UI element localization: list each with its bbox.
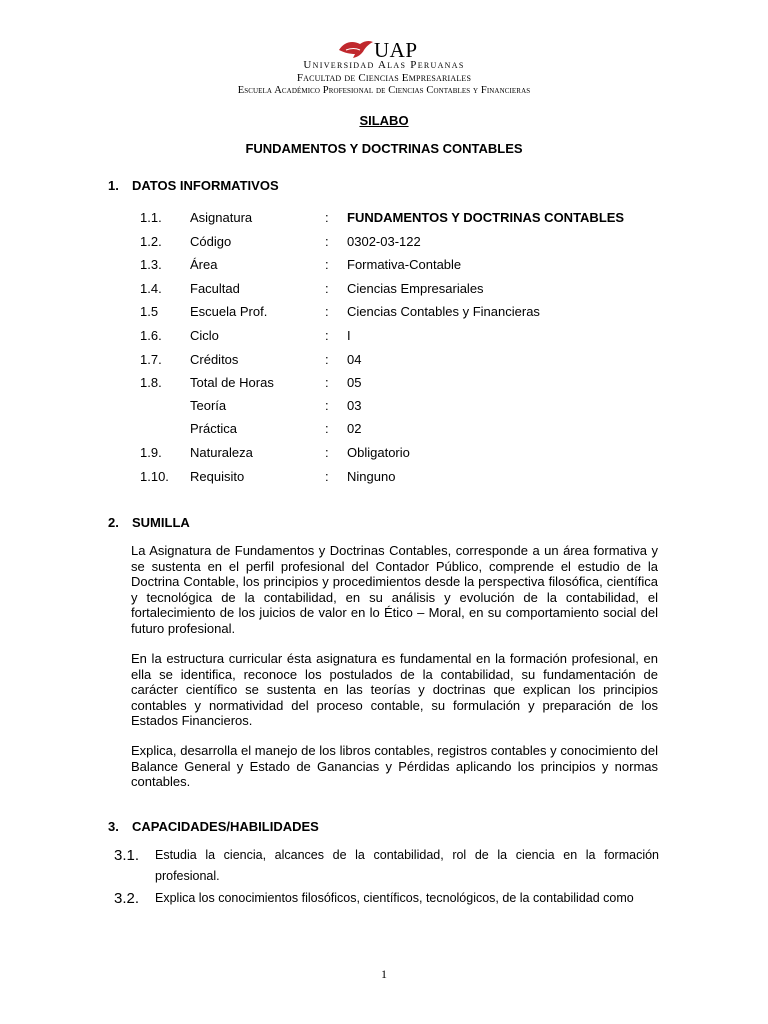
datos-row-label: Total de Horas (190, 375, 274, 390)
datos-row-label: Teoría (190, 398, 227, 413)
doc-title: SILABO (359, 113, 409, 128)
section-sumilla-heading (108, 515, 190, 530)
sumilla-paragraph-1: La Asignatura de Fundamentos y Doctrinas Contables, corresponde a un área formativa y se sustenta en el perfil profesional del Contador Público, comprende el estudio de la Doctrina Contable, los principios y procedimientos desde la perspectiva filosófica, científica y tecnológica de la contabilidad, en su análisis y evolución de la contabilidad, el fortalecimiento de los juicios de valor en lo Ético – Moral, en su comportamiento social del futuro profesional. (131, 543, 658, 636)
datos-row-colon: : (325, 445, 329, 460)
section-title: CAPACIDADES/HABILIDADES (132, 819, 319, 834)
datos-row-label: Facultad (190, 281, 240, 296)
section-number: 3. (108, 819, 119, 834)
faculty-name: Facultad de Ciencias Empresariales (296, 72, 472, 84)
datos-row-number: 1.9. (140, 445, 162, 460)
capacidad-text: Explica los conocimientos filosóficos, científicos, tecnológicos, de la contabilidad como (155, 891, 634, 905)
datos-row-value: 05 (347, 375, 362, 390)
datos-row-colon: : (325, 281, 329, 296)
datos-row-label: Escuela Prof. (190, 304, 268, 319)
datos-row-value: Obligatorio (347, 445, 410, 460)
datos-row-value: Formativa-Contable (347, 257, 462, 272)
datos-row-colon: : (325, 210, 329, 225)
datos-row-value: Ciencias Contables y Financieras (347, 304, 540, 319)
sumilla-paragraph-2: En la estructura curricular ésta asignatura es fundamental en la formación profesional, en ella se identifica, reconoce los postulados de la contabilidad, su fundamentación de carácter científico se sustenta en las teorías y doctrinas que explican los principios contables y normatividad del proceso contable, su formulación y preparación de los Estados Financieros. (131, 651, 658, 729)
capacidad-text: Estudia la ciencia, alcances de la contabilidad, rol de la ciencia en la formación profesional. (155, 848, 659, 883)
datos-row-value: 0302-03-122 (347, 234, 421, 249)
logo-text: UAP (374, 38, 418, 62)
datos-row-label: Código (190, 234, 232, 249)
section-number: 2. (108, 515, 119, 530)
datos-row-number: 1.6. (140, 328, 162, 343)
datos-row-number: 1.5 (140, 304, 159, 319)
sumilla-paragraph-3: Explica, desarrolla el manejo de los libros contables, registros contables y conocimiento del Balance General y Estado de Ganancias y Pérdidas aplicando los principios y normas contables. (131, 743, 658, 790)
datos-row-label: Área (190, 257, 218, 272)
datos-row-number: 1.2. (140, 234, 162, 249)
section-number: 1. (108, 178, 119, 193)
datos-row-number: 1.4. (140, 281, 162, 296)
datos-row-number: 1.8. (140, 375, 162, 390)
datos-row-number: 1.10. (140, 469, 169, 484)
capacidad-number: 3.1. (114, 847, 140, 864)
datos-row-number: 1.1. (140, 210, 162, 225)
section-title: SUMILLA (132, 515, 190, 530)
datos-row-label: Requisito (190, 469, 245, 484)
page-number: 1 (381, 967, 387, 981)
datos-row-colon: : (325, 352, 329, 367)
section-title: DATOS INFORMATIVOS (132, 178, 279, 193)
datos-row-colon: : (325, 469, 329, 484)
datos-row-colon: : (325, 328, 329, 343)
course-title: FUNDAMENTOS Y DOCTRINAS CONTABLES (245, 141, 523, 156)
datos-row-value: FUNDAMENTOS Y DOCTRINAS CONTABLES (347, 210, 625, 225)
school-name: Escuela Académico Profesional de Ciencias Contables y Financieras (237, 85, 531, 96)
capacidad-number: 3.2. (114, 890, 140, 907)
datos-row-colon: : (325, 375, 329, 390)
datos-row-label: Asignatura (190, 210, 253, 225)
datos-row-label: Créditos (190, 352, 239, 367)
datos-row-number: 1.3. (140, 257, 162, 272)
datos-row-value: 03 (347, 398, 362, 413)
datos-row-value: Ciencias Empresariales (347, 281, 484, 296)
section-capacidades-heading (108, 819, 319, 834)
datos-row-label: Práctica (190, 421, 237, 436)
datos-row-colon: : (325, 304, 329, 319)
datos-row-colon: : (325, 234, 329, 249)
datos-row-number: 1.7. (140, 352, 162, 367)
datos-row-label: Ciclo (190, 328, 219, 343)
datos-row-value: I (347, 328, 351, 343)
datos-row-label: Naturaleza (190, 445, 253, 460)
datos-row-value: 04 (347, 352, 362, 367)
datos-row-colon: : (325, 257, 329, 272)
datos-row-value: 02 (347, 421, 362, 436)
university-name: Universidad Alas Peruanas (303, 59, 465, 71)
datos-row-value: Ninguno (347, 469, 396, 484)
datos-row-colon: : (325, 398, 329, 413)
section-datos-heading (108, 178, 279, 193)
datos-row-colon: : (325, 421, 329, 436)
